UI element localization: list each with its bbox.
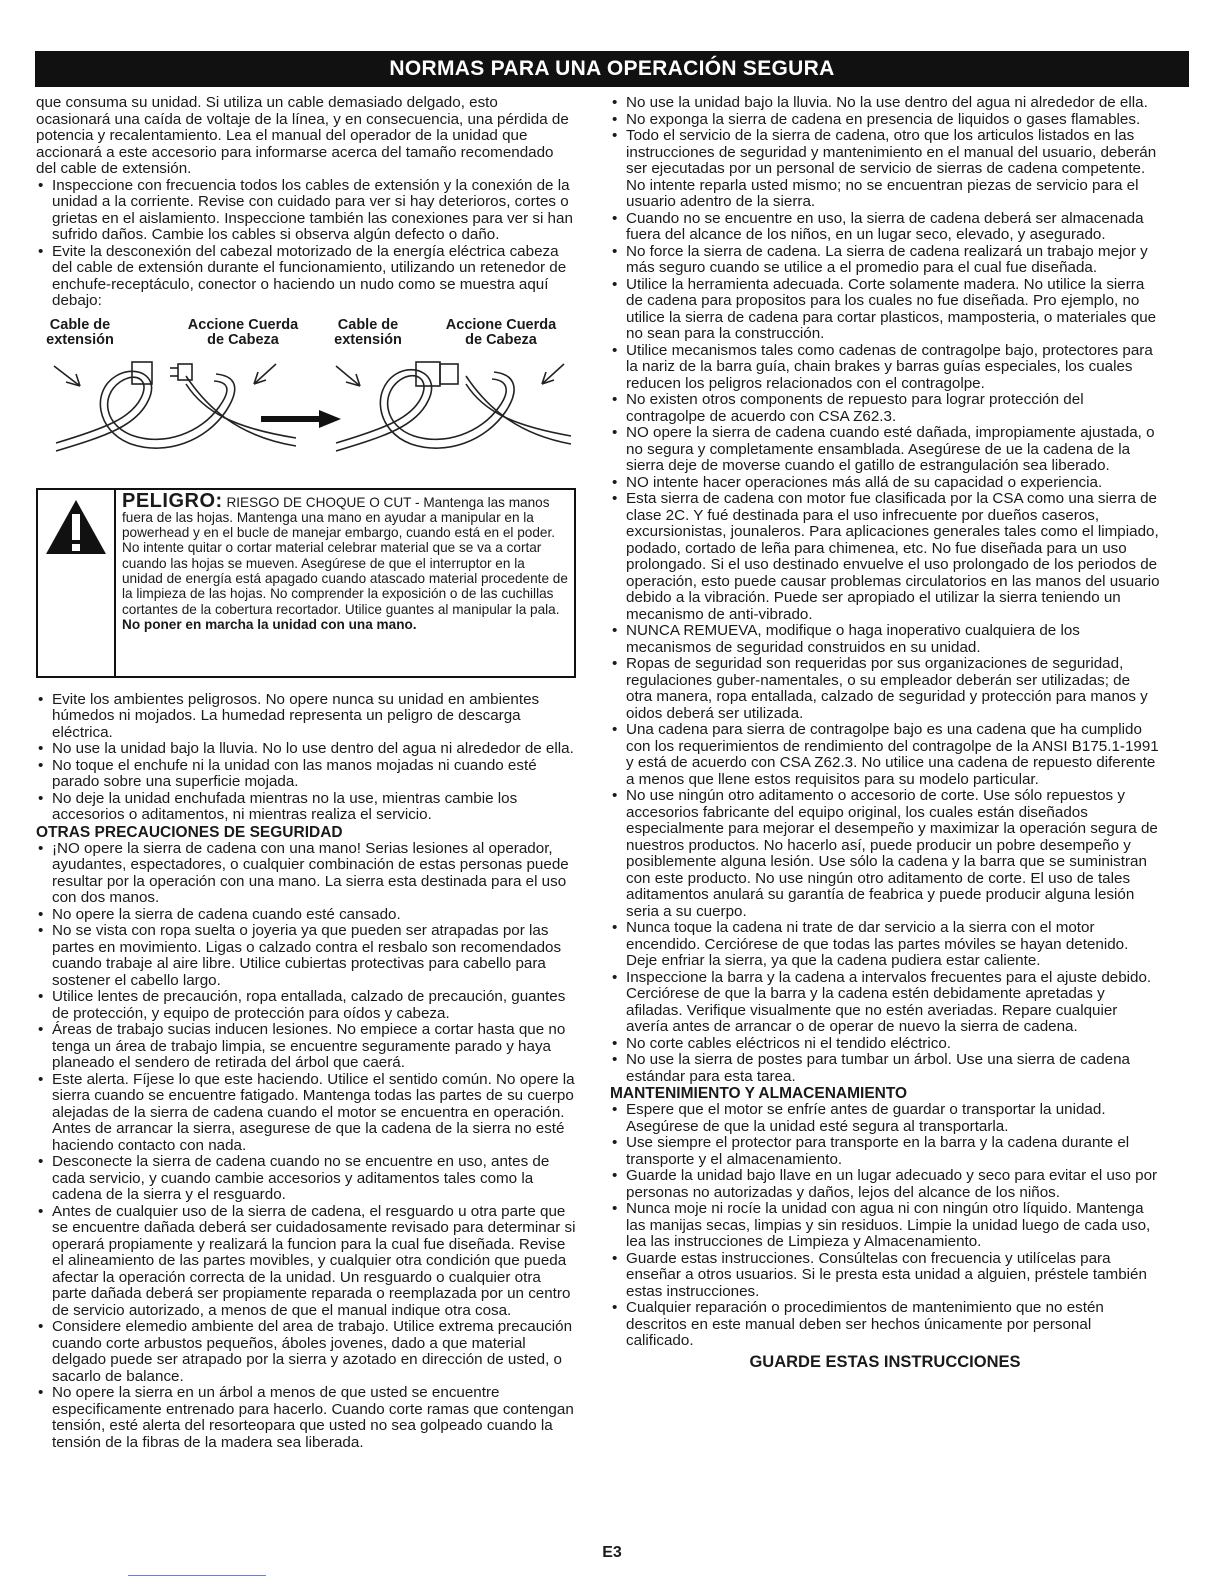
list-item: • Utilice mecanismos tales como cadenas de contragolpe bajo, protectores para la nariz de la barra guía, chain brakes y barras guías especiales, los cuales reducen los peligros relacionados con el contragolpe. — [610, 343, 1160, 393]
list-item: • NO opere la sierra de cadena cuando esté dañada, impropiamente ajustada, o no segura y completamente ensamblada. Asegúrese de ue la cadena de la sierra deje de moverse cuando el gatillo de estrangulación sea liberado. — [610, 425, 1160, 475]
list-item: • Todo el servicio de la sierra de cadena, otro que los articulos listados en las instrucciones de seguridad y mantenimiento en el manual del usuario, deberán ser ejecutadas por un personal de servicio de sierras de cadena competente. No intente reparla usted mismo; no se encuentran piezas de servicio para el usuario adentro de la sierra. — [610, 128, 1160, 211]
danger-body: RIESGO DE CHOQUE O CUT - Mantenga las manos fuera de las hojas. Mantenga una mano en ayudar a manipular en la powerhead y en el bucle de manejar embargo, cuando está en el poder. No intente quitar o cortar material celebrar material que se va a cortar cuando las hojas se mueven. Asegúrese de que el interruptor en la unidad de energía está apagado cuando atascado material procedente de la limpieza de las hojas. No comprender la exposición o de las cuchillas cortantes de la cobertura recortador. Utilice guantes al manipular la pala. — [122, 494, 568, 617]
footer-rule — [128, 1575, 266, 1576]
list-item: • Utilice lentes de precaución, ropa entallada, calzado de precaución, guantes de protección, y equipo de protección para oídos y cabeza. — [36, 989, 576, 1022]
list-item: • Este alerta. Fíjese lo que este haciendo. Utilice el sentido común. No opere la sierra cuando se encuentre fatigado. Mantenga todas las partes de su cuerpo alejadas de la sierra de cadena cuando el motor se encuentra en operación. Antes de arrancar la sierra, asegurese de que la cadena de la sierra no esté haciendo contacto con nada. — [36, 1072, 576, 1155]
danger-warning-box — [36, 488, 576, 678]
list-item: • No opere la sierra en un árbol a menos de que usted se encuentre especificamente entrenado para hacerlo. Cuando corte ramas que contengan tensión, esté alerta del resorteopara que usted no sea golpeado cuando la tensión de la fibras de la madera sea liberada. — [36, 1385, 576, 1451]
warning-triangle-box — [38, 490, 116, 676]
diagram-label-power-cord-1: Accione Cuerda de Cabeza — [187, 316, 299, 348]
diagram-label-power-cord-2: Accione Cuerda de Cabeza — [445, 316, 557, 348]
list-item: • Nunca moje ni rocíe la unidad con agua ni con ningún otro líquido. Mantenga las manijas secas, limpias y sin residuos. Limpie la unidad luego de cada uso, lea las instrucciones de Limpieza y Almacenamiento. — [610, 1201, 1160, 1251]
list-item: • No exponga la sierra de cadena en presencia de liquidos o gases flamables. — [610, 112, 1160, 129]
section-heading-maintenance: MANTENIMIENTO Y ALMACENAMIENTO — [610, 1085, 908, 1102]
list-item: • Cualquier reparación o procedimientos de mantenimiento que no estén descritos en este manual deben ser hechos únicamente por personal calificado. — [610, 1300, 1160, 1350]
left-column — [36, 95, 576, 1451]
cord-knot-illustration — [36, 316, 576, 476]
list-item: • Cuando no se encuentre en uso, la sierra de cadena deberá ser almacenada fuera del alcance de los niños, en un lugar seco, elevado, y asegurado. — [610, 211, 1160, 244]
right-bullets-2 — [610, 1102, 1160, 1350]
list-item: • Use siempre el protector para transporte en la barra y la cadena durante el transporte y el almacenamiento. — [610, 1135, 1160, 1168]
list-item: • No opere la sierra de cadena cuando esté cansado. — [36, 907, 576, 924]
list-item: • Espere que el motor se enfríe antes de guardar o transportar la unidad. Asegúrese de que la unidad esté segura al transportarla. — [610, 1102, 1160, 1135]
list-item: • Una cadena para sierra de contragolpe bajo es una cadena que ha cumplido con los requerimientos de rendimiento del contragolpe de la ANSI B175.1-1991 y está de acuerdo con CSA Z62.3. No utilice una cadena de repuesto diferente a menos que llene estos requisitos para su modelo particular. — [610, 722, 1160, 788]
list-item: • Desconecte la sierra de cadena cuando no se encuentre en uso, antes de cada servicio, y cuando cambie accesorios y aditamentos tales como la cadena de la sierra y el resguardo. — [36, 1154, 576, 1204]
list-item: • Considere elemedio ambiente del area de trabajo. Utilice extrema precaución cuando corte arbustos pequeños, áboles jovenes, dado a que material delgado puede ser atrapado por la sierra y azotado en dirección de usted, o sacarlo de balance. — [36, 1319, 576, 1385]
right-bullets-1 — [610, 95, 1160, 1085]
list-item: • Esta sierra de cadena con motor fue clasificada por la CSA como una sierra de clase 2C. Y fué destinada para el uso infrecuente por dueños caseros, excursionistas, jounaleros. Para aplicaciones generales tales como el limpiado, podado, cortado de leña para chimenea, etc. No fue diseñada para un uso prolongado. Si el uso destinado envuelve el uso prolongado de los periodos de operación, esto puede causar problemas circulatorios en las manos del usuario debido a la vibración. Puede ser apropiado el utilizar la sierra teniendo un mecanismo de anti-vibrado. — [610, 491, 1160, 623]
danger-text — [122, 489, 568, 633]
list-item: • Guarde estas instrucciones. Consúltelas con frecuencia y utilícelas para enseñar a otros usuarios. Si le presta esta unidad a alguien, préstele también estas instrucciones. — [610, 1251, 1160, 1301]
list-item: • No deje la unidad enchufada mientras no la use, mientras cambie los accesorios o aditamentos, ni mientras realiza el servicio. — [36, 791, 576, 824]
list-item: • ¡NO opere la sierra de cadena con una mano! Serias lesiones al operador, ayudantes, espectadores, o cualquier combinación de estas personas puede resultar por la operación con una mano. La sierra esta destinada para el uso con dos manos. — [36, 841, 576, 907]
list-item: • Inspeccione la barra y la cadena a intervalos frecuentes para el ajuste debido. Cerciórese de que la barra y la cadena estén debidamente apretadas y afiladas. Verifique visualmente que no estén averiadas. Repare cualquier avería antes de arrancar o de operar de nuevo la sierra de cadena. — [610, 970, 1160, 1036]
right-column — [610, 95, 1160, 1370]
section-title-banner: NORMAS PARA UNA OPERACIÓN SEGURA — [35, 51, 1189, 87]
list-item: • No toque el enchufe ni la unidad con las manos mojadas ni cuando esté parado sobre una superficie mojada. — [36, 758, 576, 791]
left-bullets-1 — [36, 178, 576, 310]
list-item: • No existen otros components de repuesto para lograr protección del contragolpe de acuerdo con CSA Z62.3. — [610, 392, 1160, 425]
intro-paragraph: que consuma su unidad. Si utiliza un cable demasiado delgado, esto ocasionará una caída de voltaje de la línea, y en consecuencia, una pérdida de potencia y recalentamiento. Lea el manual del operador de la unidad que accionará a este accesorio para informarse acerca del tamaño recomendado del cable de extensión. — [36, 94, 569, 177]
list-item: • NO intente hacer operaciones más allá de su capacidad o experiencia. — [610, 475, 1160, 492]
list-item: • No use ningún otro aditamento o accesorio de corte. Use sólo repuestos y accesorios fabricante del equipo original, los cuales están diseñados especialmente para mejorar el desempeño y maximizar la operación segura de nuestros productos. No hacerlo así, puede producir un pobre desempeño y posiblemente alguna lesión. Use sólo la cadena y la barra que se suministran con este producto. No use ningún otro aditamento de corte. El uso de tales aditamentos anulará su garantía de feabrica y puede producir alguna lesión seria a su cuerpo. — [610, 788, 1160, 920]
cord-retainer-diagram — [36, 316, 576, 476]
warning-triangle-icon — [38, 494, 114, 564]
section-heading-other-precautions: OTRAS PRECAUCIONES DE SEGURIDAD — [36, 823, 343, 841]
list-item: • Inspeccione con frecuencia todos los cables de extensión y la conexión de la unidad a la corriente. Revise con cuidado para ver si hay deterioros, cortes o grietas en el aislamiento. Inspeccione también las conexiones para ver si han sufrido daños. Cambie los cables si observa algún defecto o daño. — [36, 178, 576, 244]
left-bullets-3 — [36, 841, 576, 1452]
list-item: • Ropas de seguridad son requeridas por sus organizaciones de seguridad, regulaciones guber-namentales, o su empleador deberán ser utilizadas; de otra manera, ropa entallada, calzado de seguridad y protección para manos y oidos deberá ser utilizada. — [610, 656, 1160, 722]
list-item: • Guarde la unidad bajo llave en un lugar adecuado y seco para evitar el uso por personas no autorizadas y daños, lejos del alcance de los niños. — [610, 1168, 1160, 1201]
danger-bold-end: No poner en marcha la unidad con una mano. — [122, 616, 417, 632]
list-item: • Evite la desconexión del cabezal motorizado de la energía eléctrica cabeza del cable de extensión durante el funcionamiento, utilizando un retenedor de enchufe-receptáculo, conector o haciendo un nudo como se muestra aquí debajo: — [36, 244, 576, 310]
diagram-label-extension-cord-2: Cable de extensión — [334, 316, 402, 348]
list-item: • No use la sierra de postes para tumbar un árbol. Use una sierra de cadena estándar para esta tarea. — [610, 1052, 1160, 1085]
list-item: • Antes de cualquier uso de la sierra de cadena, el resguardo u otra parte que se encuentre dañada deberá ser cuidadosamente revisado para determinar si operará propiamente y realizará la funcion para la cual fue diseñada. Revise el alineamiento de las partes movibles, y cualquier otra condición que pueda afectar la operación correcta de la unidad. Un resguardo o cualquier otra parte dañada deberá ser propiamente reparada o reemplazada por un centro de servicio autorizado, a menos de que el manual indique otra cosa. — [36, 1204, 576, 1320]
list-item: • Utilice la herramienta adecuada. Corte solamente madera. No utilice la sierra de cadena para propositos para los cuales no fue diseñada. Pro ejemplo, no utilice la sierra de cadena para cortar plasticos, mamposteria, o materiales que no sean para la construcción. — [610, 277, 1160, 343]
left-bullets-2 — [36, 692, 576, 824]
list-item: • No use la unidad bajo la lluvia. No lo use dentro del agua ni alrededor de ella. — [36, 741, 576, 758]
list-item: • No se vista con ropa suelta o joyeria ya que pueden ser atrapadas por las partes en movimiento. Ligas o calzado contra el resbalo son recomendados cuando trabaje al aire libre. Utilice cubiertas protectivas para cabello para sostener el cabello largo. — [36, 923, 576, 989]
closing-heading: GUARDE ESTAS INSTRUCCIONES — [749, 1352, 1021, 1371]
danger-title: PELIGRO: — [122, 489, 223, 512]
diagram-label-extension-cord-1: Cable de extensión — [46, 316, 114, 348]
list-item: • NUNCA REMUEVA, modifique o haga inoperativo cualquiera de los mecanismos de seguridad construidos en su unidad. — [610, 623, 1160, 656]
list-item: • Evite los ambientes peligrosos. No opere nunca su unidad en ambientes húmedos ni mojados. La humedad representa un peligro de descarga eléctrica. — [36, 692, 576, 742]
list-item: • Áreas de trabajo sucias inducen lesiones. No empiece a cortar hasta que no tenga un área de trabajo limpia, se encuentre seguramente parado y haya planeado el sendero de retirada del árbol que caerá. — [36, 1022, 576, 1072]
list-item: • No force la sierra de cadena. La sierra de cadena realizará un trabajo mejor y más seguro cuando se utilice a el promedio para el cual fue diseñada. — [610, 244, 1160, 277]
list-item: • No corte cables eléctricos ni el tendido eléctrico. — [610, 1036, 1160, 1053]
list-item: • No use la unidad bajo la lluvia. No la use dentro del agua ni alrededor de ella. — [610, 95, 1160, 112]
list-item: • Nunca toque la cadena ni trate de dar servicio a la sierra con el motor encendido. Cerciórese de que todas las partes móviles se hayan detenido. Deje enfriar la sierra, ya que la cadena pudiera estar caliente. — [610, 920, 1160, 970]
page-number: E3 — [602, 1544, 622, 1561]
